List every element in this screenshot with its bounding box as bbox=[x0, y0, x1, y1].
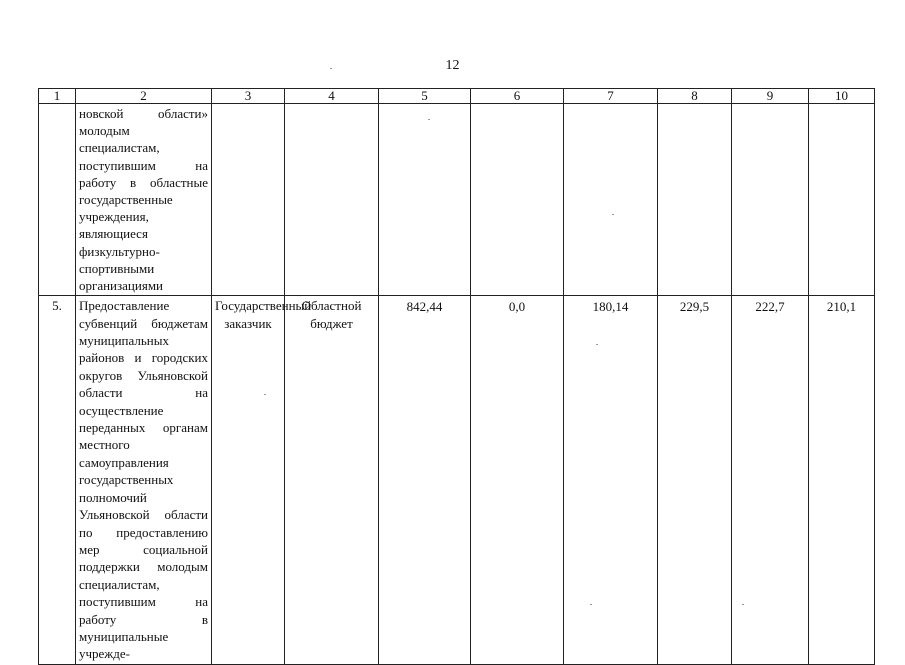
table-cell bbox=[471, 296, 564, 665]
row-number: 5. bbox=[52, 298, 62, 314]
value-cell bbox=[379, 104, 470, 107]
table-cell bbox=[732, 104, 809, 296]
row-number bbox=[39, 104, 75, 106]
column-header-9: 9 bbox=[732, 89, 809, 104]
column-header-2: 2 bbox=[76, 89, 212, 104]
table-cell bbox=[285, 296, 379, 665]
measure-description: новской области» молодым специалистам, поступившим на работу в областные государственные учреждения, являющиеся физкультурно-спортивными организациями bbox=[79, 106, 208, 294]
responsible-party bbox=[212, 104, 284, 106]
table-cell bbox=[76, 104, 212, 296]
value-cell bbox=[732, 104, 808, 107]
column-header-1: 1 bbox=[39, 89, 76, 104]
value-cell bbox=[564, 104, 657, 107]
table-cell bbox=[658, 296, 732, 665]
total-value: 842,44 bbox=[406, 299, 443, 315]
value-cell: 210,1 bbox=[826, 299, 857, 315]
table-cell bbox=[564, 104, 658, 296]
column-header-3: 3 bbox=[212, 89, 285, 104]
table-row bbox=[39, 296, 875, 665]
table-cell bbox=[809, 296, 875, 665]
table-cell bbox=[39, 104, 76, 296]
responsible-party: Государственный заказчик bbox=[215, 298, 312, 331]
scan-speck bbox=[590, 604, 592, 605]
header-row bbox=[39, 89, 875, 104]
table-cell bbox=[285, 104, 379, 296]
table-cell bbox=[658, 104, 732, 296]
funding-source: Областной бюджет bbox=[301, 298, 362, 331]
scan-speck bbox=[742, 604, 744, 605]
value-cell bbox=[471, 104, 563, 107]
table-cell bbox=[212, 104, 285, 296]
scan-speck bbox=[264, 394, 266, 395]
scan-speck bbox=[596, 344, 598, 345]
table-cell bbox=[212, 296, 312, 665]
value-cell: 180,14 bbox=[592, 299, 629, 315]
column-header-8: 8 bbox=[658, 89, 732, 104]
funding-source bbox=[285, 104, 378, 106]
column-header-4: 4 bbox=[285, 89, 379, 104]
table-cell bbox=[379, 104, 471, 296]
value-cell: 222,7 bbox=[755, 299, 785, 315]
table-row bbox=[39, 104, 875, 296]
value-cell bbox=[658, 104, 731, 107]
scan-speck bbox=[330, 68, 332, 69]
column-header-6: 6 bbox=[471, 89, 564, 104]
value-cell bbox=[809, 104, 874, 107]
table-cell bbox=[379, 296, 471, 665]
table-cell bbox=[76, 296, 212, 665]
column-header-5: 5 bbox=[379, 89, 471, 104]
scan-speck bbox=[428, 119, 430, 120]
table-cell bbox=[471, 104, 564, 296]
column-header-10: 10 bbox=[809, 89, 875, 104]
budget-table bbox=[38, 88, 875, 665]
scan-speck bbox=[612, 214, 614, 215]
page-number: 12 bbox=[445, 58, 460, 73]
table-cell bbox=[809, 104, 875, 296]
table-cell bbox=[39, 296, 76, 665]
table-cell bbox=[732, 296, 809, 665]
measure-description: Предоставление субвенций бюджетам муниципальных районов и городских округов Ульяновской области на осуществление переданных органам местного самоуправления государственных полномочий Ульяновской области по предоставлению мер социальной поддержки молодым специалистам, поступившим на работу в муниципальные учрежде- bbox=[79, 298, 208, 662]
value-cell: 0,0 bbox=[508, 299, 526, 315]
value-cell: 229,5 bbox=[679, 299, 710, 315]
table-cell bbox=[564, 296, 658, 665]
column-header-7: 7 bbox=[564, 89, 658, 104]
